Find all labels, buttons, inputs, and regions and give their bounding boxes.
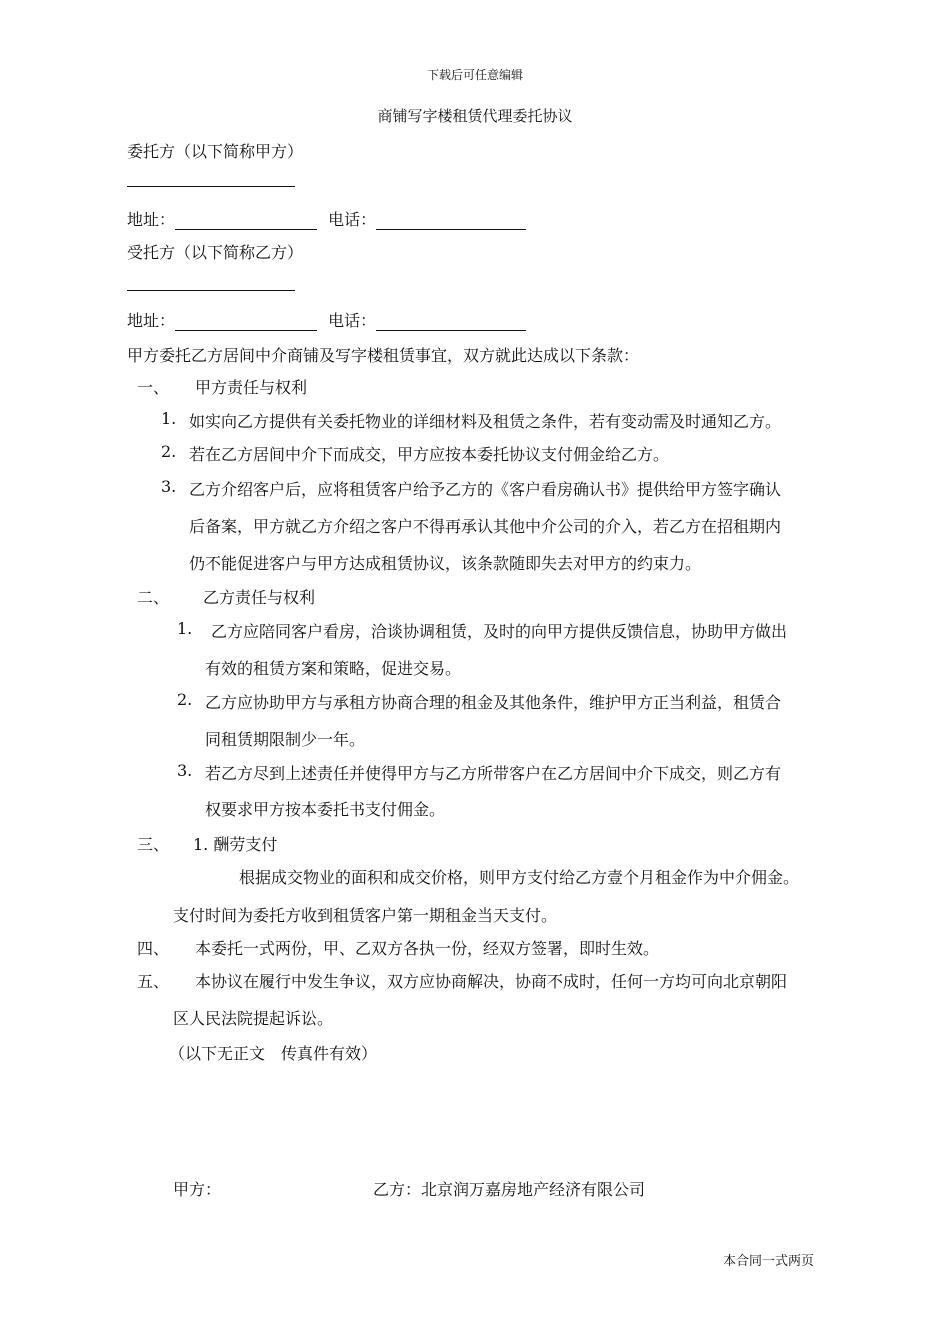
s3-line-2: 支付时间为委托方收到租赁客户第一期租金当天支付。 bbox=[173, 906, 558, 925]
s2-item-1-line-1: 乙方应陪同客户看房，洽谈协调租赁，及时的向甲方提供反馈信息，协助甲方做出 bbox=[211, 622, 788, 641]
party-a-phone-blank bbox=[376, 213, 526, 230]
s1-item-1-number: 1. bbox=[161, 409, 177, 428]
party-b-address-blank bbox=[175, 314, 317, 331]
s2-item-3-number: 3. bbox=[177, 761, 193, 780]
s1-item-2-number: 2. bbox=[161, 442, 177, 461]
party-b-phone-label: 电话： bbox=[328, 311, 377, 330]
s1-item-3-line-1: 乙方介绍客户后，应将租赁客户给予乙方的《客户看房确认书》提供给甲方签字确认 bbox=[189, 480, 782, 499]
party-b-phone-blank bbox=[376, 314, 526, 331]
section-4-number: 四、 bbox=[137, 939, 170, 958]
section-2-title: 乙方责任与权利 bbox=[203, 588, 316, 607]
s3-line-1: 根据成交物业的面积和成交价格，则甲方支付给乙方壹个月租金作为中介佣金。 bbox=[239, 868, 800, 887]
s1-item-3-number: 3. bbox=[161, 477, 177, 496]
section-5-line-1: 本协议在履行中发生争议，双方应协商解决，协商不成时，任何一方均可向北京朝阳 bbox=[195, 972, 788, 991]
closing-note: （以下无正文 传真件有效） bbox=[169, 1044, 378, 1063]
party-b-address-label: 地址： bbox=[127, 311, 176, 330]
section-4-text: 本委托一式两份，甲、乙双方各执一份，经双方签署，即时生效。 bbox=[195, 939, 660, 958]
section-1-number: 一、 bbox=[137, 378, 170, 397]
s2-item-1-number: 1. bbox=[177, 619, 193, 638]
document-title: 商铺写字楼租赁代理委托协议 bbox=[377, 107, 573, 125]
section-5-line-2: 区人民法院提起诉讼。 bbox=[173, 1009, 334, 1028]
section-3-title: 1. 酬劳支付 bbox=[193, 835, 278, 854]
section-3-number: 三、 bbox=[137, 835, 170, 854]
s1-item-2-line-1: 若在乙方居间中介下而成交，甲方应按本委托协议支付佣金给乙方。 bbox=[189, 445, 670, 464]
s2-item-2-line-1: 乙方应协助甲方与承租方协商合理的租金及其他条件，维护甲方正当利益，租赁合 bbox=[205, 693, 782, 712]
s1-item-3-line-2: 后备案，甲方就乙方介绍之客户不得再承认其他中介公司的介入，若乙方在招租期内 bbox=[189, 517, 782, 536]
party-a-address-blank bbox=[175, 213, 317, 230]
s1-item-1-line-1: 如实向乙方提供有关委托物业的详细材料及租赁之条件，若有变动需及时通知乙方。 bbox=[189, 412, 782, 431]
party-b-name-blank bbox=[127, 274, 295, 291]
s2-item-3-line-2: 权要求甲方按本委托书支付佣金。 bbox=[205, 800, 446, 819]
s2-item-1-line-2: 有效的租赁方案和策略，促进交易。 bbox=[205, 659, 462, 678]
s2-item-2-line-2: 同租赁期限制少一年。 bbox=[205, 730, 366, 749]
s2-item-2-number: 2. bbox=[177, 690, 193, 709]
intro-text: 甲方委托乙方居间中介商铺及写字楼租赁事宜，双方就此达成以下条款： bbox=[127, 346, 640, 365]
section-2-number: 二、 bbox=[137, 588, 170, 607]
party-a-address-row bbox=[127, 207, 526, 230]
party-a-address-label: 地址： bbox=[127, 210, 176, 229]
party-a-label: 委托方（以下简称甲方） bbox=[127, 142, 304, 161]
header-note: 下载后可任意编辑 bbox=[426, 68, 523, 82]
s1-item-3-line-3: 仍不能促进客户与甲方达成租赁协议，该条款随即失去对甲方的约束力。 bbox=[189, 554, 702, 573]
party-a-phone-label: 电话： bbox=[328, 210, 377, 229]
party-b-label: 受托方（以下简称乙方） bbox=[127, 243, 304, 262]
party-a-name-blank bbox=[127, 170, 295, 187]
signature-party-a: 甲方： bbox=[173, 1180, 222, 1199]
section-1-title: 甲方责任与权利 bbox=[195, 378, 308, 397]
party-b-address-row bbox=[127, 308, 526, 331]
s2-item-3-line-1: 若乙方尽到上述责任并使得甲方与乙方所带客户在乙方居间中介下成交，则乙方有 bbox=[205, 764, 782, 783]
footer-note: 本合同一式两页 bbox=[723, 1254, 815, 1269]
signature-party-b: 乙方：北京润万嘉房地产经济有限公司 bbox=[373, 1180, 646, 1199]
section-5-number: 五、 bbox=[137, 972, 170, 991]
